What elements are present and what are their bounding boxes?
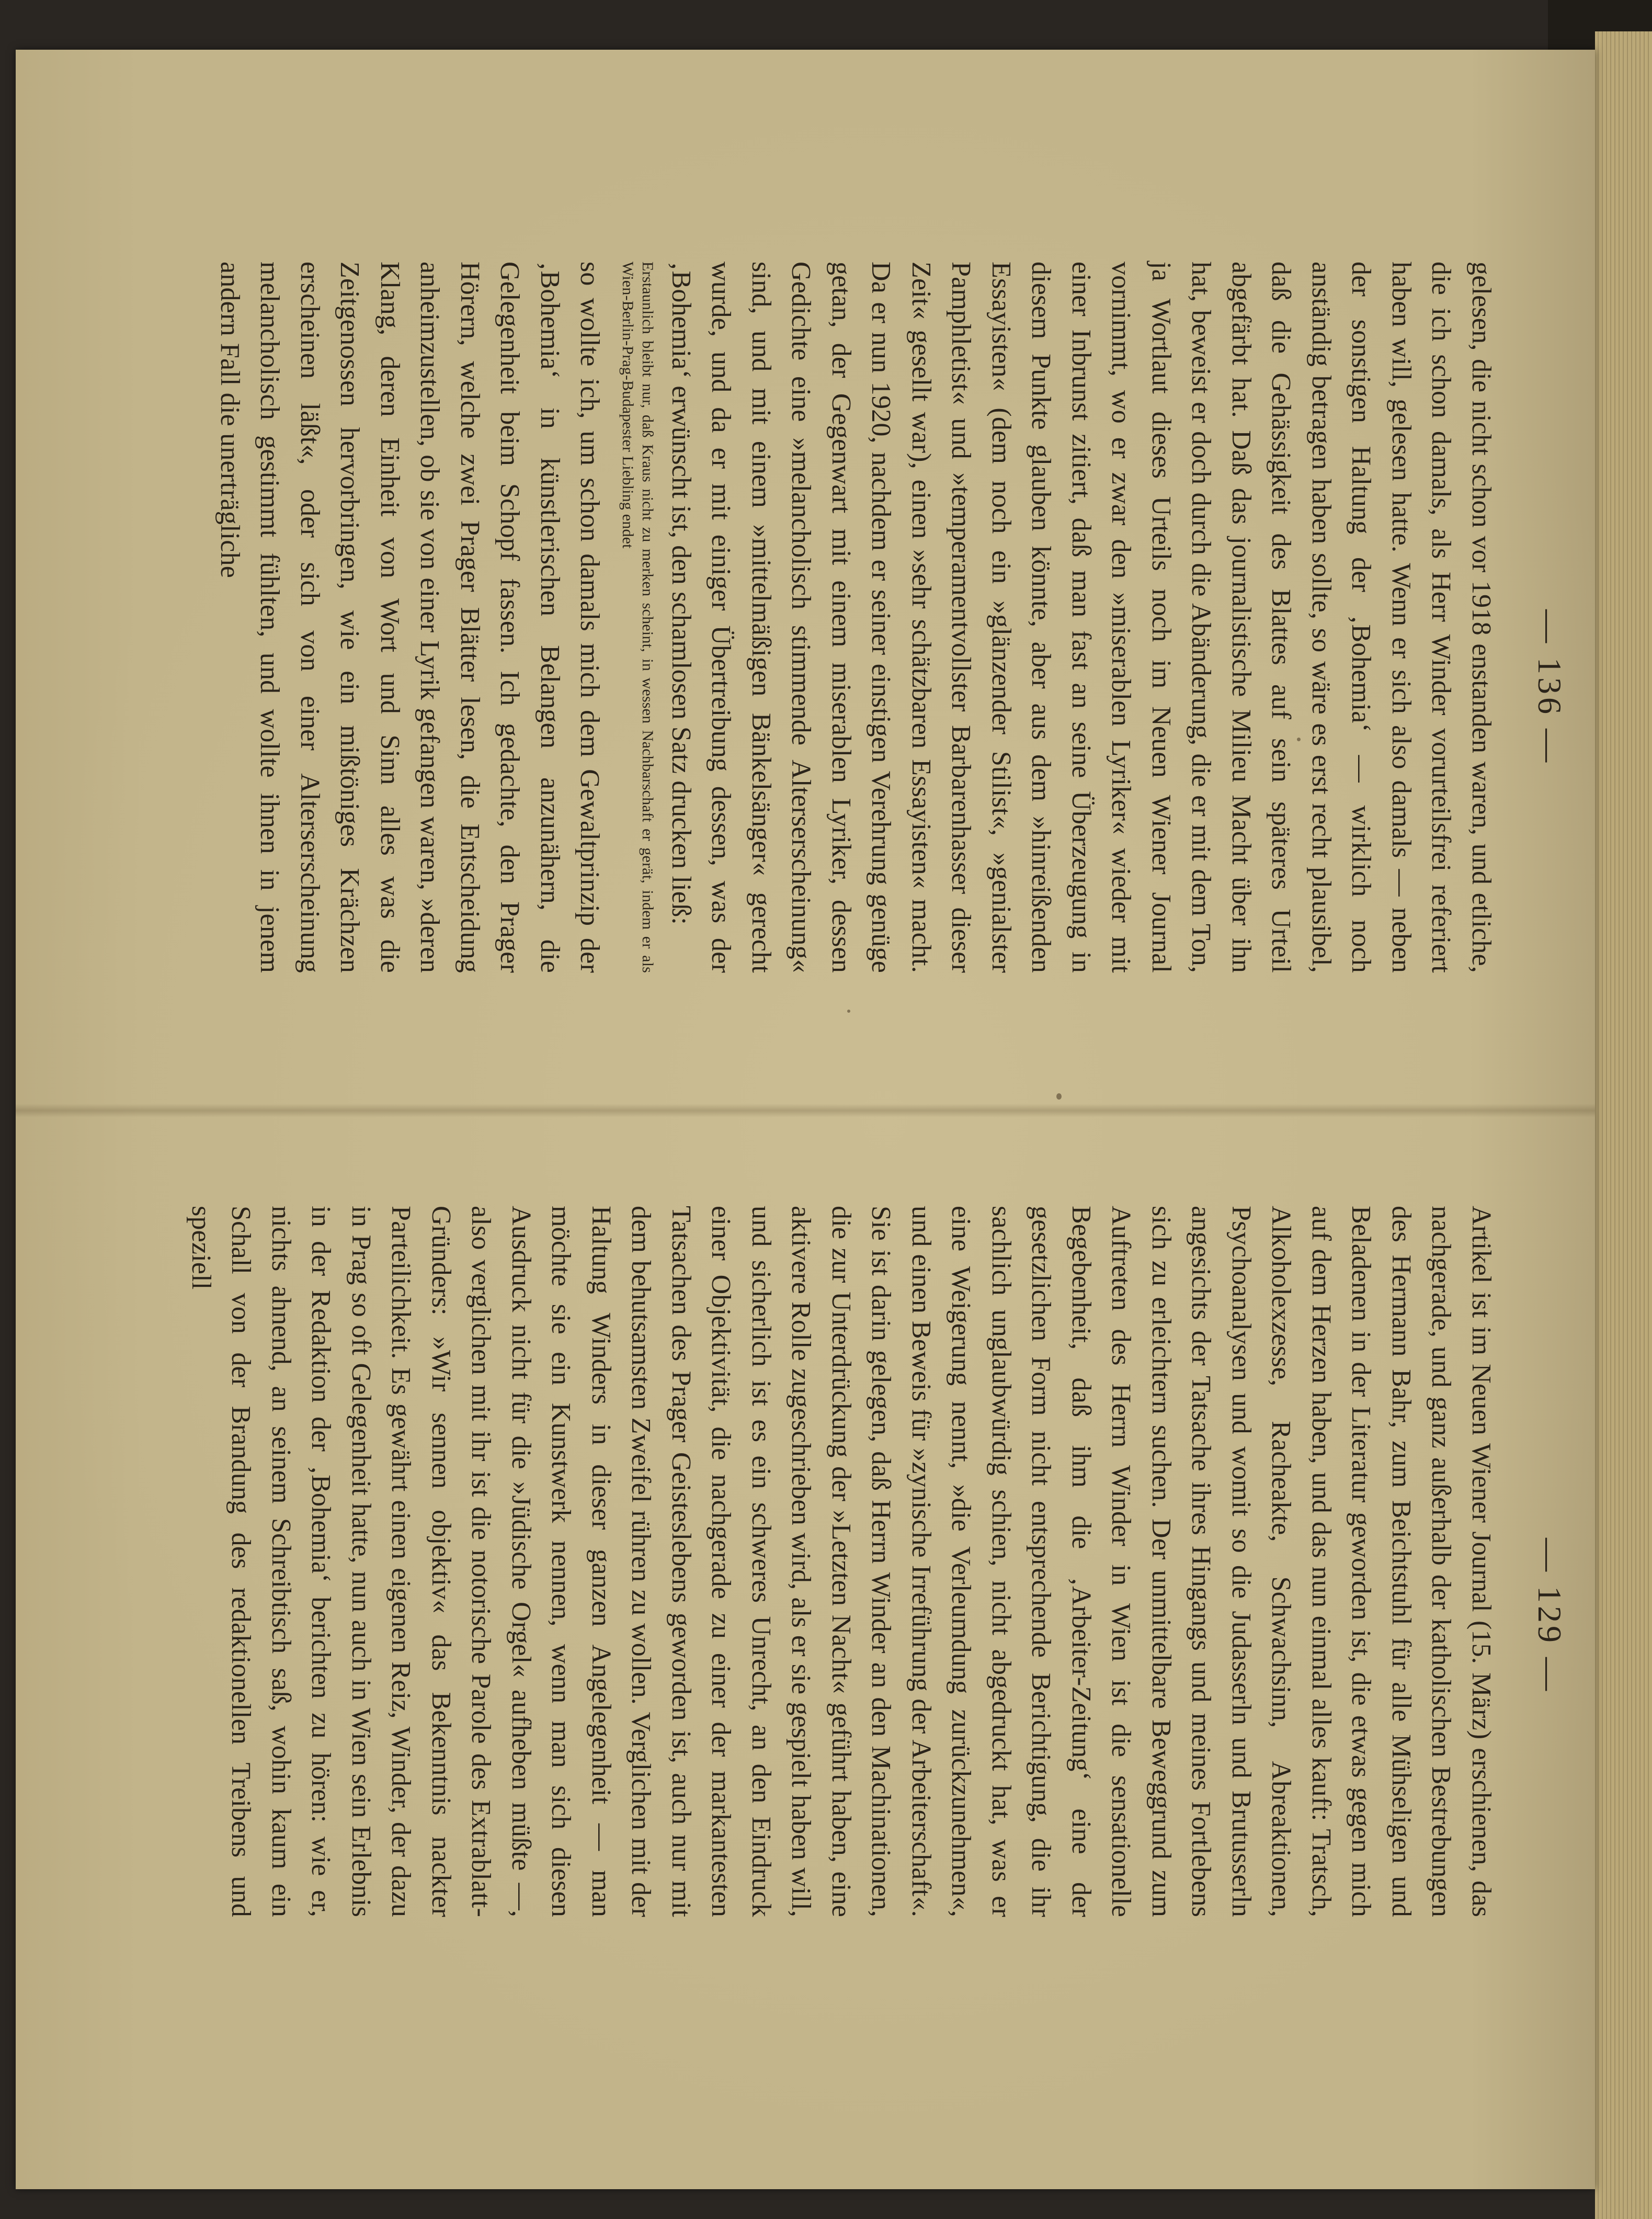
page-136-paragraph-1: gelesen, die nicht schon vor 1918 enstanden waren, und etliche, die ich schon damals, als Herr Winder vorurteilsfrei referiert haben will, gelesen hatte. Wenn er sich also damals — neben der sonstigen Haltung der ‚Bohemia‘ — wirklich noch anständig betragen haben sollte, so wäre es erst recht plausibel, daß die Gehässigkeit des Blattes auf sein späteres Urteil abgefärbt hat. Daß das journalistische Milieu Macht über ihn hat, beweist er doch durch die Abänderung, die er mit dem Ton, ja Wortlaut dieses Urteils noch im Neuen Wiener Journal vornimmt, wo er zwar den »miserablen Lyriker« wieder mit einer Inbrunst zitiert, daß man fast an seine Überzeugung in diesem Punkte glauben könnte, aber aus dem »hinreißenden Essayisten« (dem noch ein »glänzender Stilist«, »genialster Pamphletist« und »temperamentvollster Barbarenhasser dieser Zeit« gesellt war), einen »sehr schätzbaren Essayisten« macht. Da er nun 1920, nachdem er seiner einstigen Verehrung genüge getan, der Gegenwart mit einem miserablen Lyriker, dessen Gedichte eine »melancholisch stimmende Alterserscheinung« sind, und mit einem »mittelmäßigen Bänkelsänger« gerecht wurde, und da er mit einiger Übertreibung dessen, was der ‚Bohemia‘ erwünscht ist, den schamlosen Satz drucken ließ: [666, 262, 1496, 973]
page-129-paragraph: Artikel ist im Neuen Wiener Journal (15. März) erschienen, das nachgerade, und ganz außerhalb der katholischen Bestrebungen des Hermann Bahr, zum Beichtstuhl für alle Mühseligen und Beladenen in der Literatur geworden ist, die etwas gegen mich auf dem Herzen haben, und das nun einmal alles kauft: Tratsch, Alkoholexzesse, Racheakte, Schwachsinn, Abreaktionen, Psychoanalysen und womit so die Judasserln und Brutusserln angesichts der Tatsache ihres Hingangs und meines Fortlebens sich zu erleichtern suchen. Der unmittelbare Beweggrund zum Auftreten des Herrn Winder in Wien ist die sensationelle Begebenheit, daß ihm die ‚Arbeiter-Zeitung‘ eine der gesetzlichen Form nicht entsprechende Berichtigung, die ihr sachlich unglaubwürdig schien, nicht abgedruckt hat, was er eine Weigerung nennt, »die Verleumdung zurückzunehmen«, und einen Beweis für »zynische Irreführung der Arbeiterschaft«. Sie ist darin gelegen, daß Herrn Winder an den Machinationen, die zur Unterdrückung der »Letzten Nacht« geführt haben, eine aktivere Rolle zugeschrieben wird, als er sie gespielt haben will, und sicherlich ist es ein schweres Unrecht, an den Eindruck einer Objektivität, die nachgerade zu einer der markantesten Tatsachen des Prager Geisteslebens geworden ist, auch nur mit dem behutsamsten Zweifel rühren zu wollen. Verglichen mit der Haltung Winders in dieser ganzen Angelegenheit — man möchte sie ein Kunstwerk nennen, wenn man sich diesen Ausdruck nicht für die »Jüdische Orgel« aufheben müßte —, also verglichen mit ihr ist die notorische Parole des Extrablatt-Gründers: »Wir sennen objektiv« das Bekenntnis nackter Parteilichkeit. Es gewährt einen eigenen Reiz, Winder, der dazu in Prag so oft Gelegenheit hatte, nun auch in Wien sein Erlebnis in der Redaktion der ‚Bohemia‘ berichten zu hören: wie er, nichts ahnend, an seinem Schreibtisch saß, wohin kaum ein Schall von der Brandung des redaktionellen Treibens und speziell [186, 1206, 1496, 1917]
paper-fold-crease [16, 1104, 1595, 1117]
book-page-edges [1595, 31, 1652, 2219]
page-136-text-block [210, 262, 1501, 973]
page-number-129: — 129 — [1531, 1538, 1568, 1694]
page-136-paragraph-2: so wollte ich, um schon damals mich dem Gewaltprinzip der ‚Bohemia‘ in künstlerischen Belangen anzunähern, die Gelegenheit beim Schopf fassen. Ich gedachte, den Prager Hörern, welche zwei Prager Blätter lesen, die Entscheidung anheimzustellen, ob sie von einer Lyrik gefangen waren, »deren Klang, deren Einheit von Wort und Sinn alles was die Zeitgenossen hervorbringen, wie ein mißtöniges Krächzen erscheinen läßt«, oder sich von einer Alterserscheinung melancholisch gestimmt fühlten, und wollte ihnen in jenem andern Fall die unerträgliche [215, 262, 605, 973]
paper-speck [1056, 1093, 1062, 1100]
page-number-136: — 136 — [1531, 609, 1568, 765]
page-129-text-block [181, 1206, 1501, 1917]
paper-speck [847, 1010, 850, 1013]
page-136-footnote: Erstaunlich bleibt nur, daß Kraus nicht zu merken scheint, in wessen Nachbarschaft er gerät, indem er als Wien-Berlin-Prag-Budapester Liebling endet [619, 262, 657, 973]
paper-speck [1297, 738, 1301, 741]
